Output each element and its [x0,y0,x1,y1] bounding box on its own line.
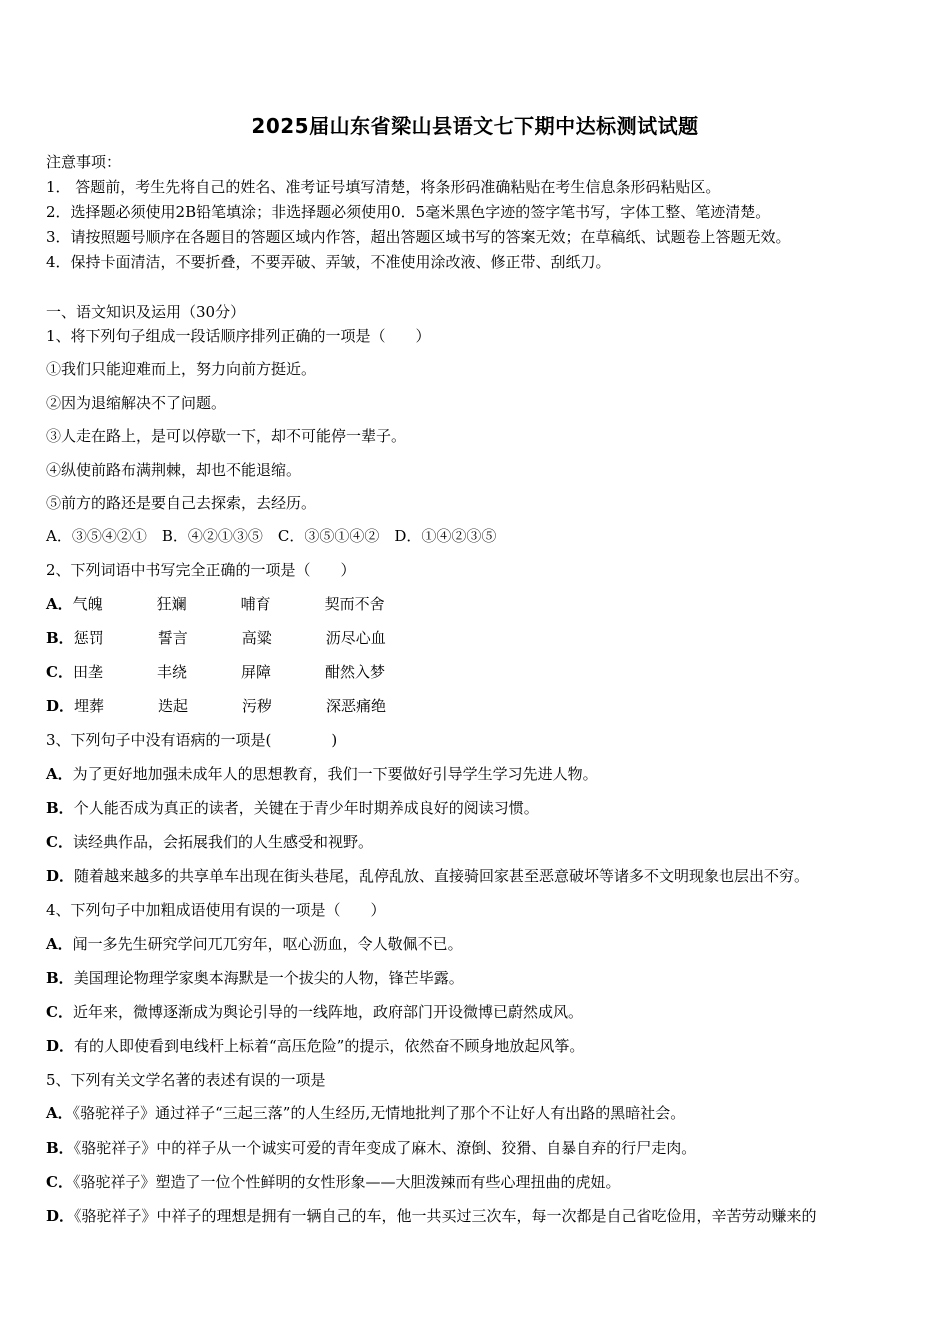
word: 狂斓 [156,595,187,613]
notice-item: 1． 答题前，考生先将自己的姓名、准考证号填写清楚，将条形码准确粘贴在考生信息条形码粘贴区。 [46,178,721,196]
question-stem: 5、下列有关文学名著的表述有误的一项是 [46,1071,326,1089]
section-heading: 一、语文知识及运用（30分） [46,303,246,321]
word: 丰绕 [156,663,187,681]
option-label: B． [46,969,74,987]
word: 埋葬 [74,697,105,715]
question-stem: 1、将下列句子组成一段话顺序排列正确的一项是（ ） [46,327,431,345]
q2-option-row [46,594,385,614]
option-label: A． [46,765,73,783]
option-label: C． [46,663,73,681]
q2-option-row [46,696,386,716]
notice-item: 4．保持卡面清洁，不要折叠，不要弄破、弄皱，不准使用涂改液、修正带、刮纸刀。 [46,253,611,271]
option-text: 闻一多先生研究学问兀兀穷年，呕心沥血，令人敬佩不已。 [72,935,463,953]
option-label: B． [46,799,74,817]
option-text: 《骆驼祥子》塑造了一位个性鲜明的女性形象——大胆泼辣而有些心理扭曲的虎妞。 [72,1173,621,1191]
q5-option [46,1206,817,1226]
option-label: B． [46,1139,74,1157]
notice-heading: 注意事项： [46,153,122,171]
word: 田垄 [72,663,103,681]
question-stem: 2、下列词语中书写完全正确的一项是（ ） [46,561,356,579]
option-label: C． [46,833,73,851]
question-stem: 3、下列句子中没有语病的一项是( ) [46,731,338,749]
notice-item: 2．选择题必须使用2B铅笔填涂；非选择题必须使用0．5毫米黑色字迹的签字笔书写，字体工整、笔迹清楚。 [46,203,771,221]
q5-option [46,1138,696,1158]
word: 迭起 [158,697,189,715]
q1-sentence: ⑤前方的路还是要自己去探索，去经历。 [46,494,317,512]
q5-option [46,1103,685,1123]
q1-sentence: ②因为退缩解决不了问题。 [46,394,227,412]
option-text: 为了更好地加强未成年人的思想教育，我们一下要做好引导学生学习先进人物。 [72,765,598,783]
q1-options: A．③⑤④②① B．④②①③⑤ C．③⑤①④② D．①④②③⑤ [46,527,497,545]
option-text: 美国理论物理学家奥本海默是一个拔尖的人物，锋芒毕露。 [73,969,464,987]
q4-option [46,1036,584,1056]
q4-option [46,968,464,988]
q1-sentence: ①我们只能迎难而上，努力向前方挺近。 [46,360,317,378]
word: 酣然入梦 [324,663,385,681]
notice-item: 3．请按照题号顺序在各题目的答题区域内作答，超出答题区域书写的答案无效；在草稿纸、试题卷上答题无效。 [46,228,791,246]
q3-option [46,832,373,852]
q2-option-row [46,662,385,682]
question-stem: 4、下列句子中加粗成语使用有误的一项是（ ） [46,901,386,919]
word: 污秽 [242,697,273,715]
word: 惩罚 [73,629,104,647]
q3-option [46,764,598,784]
word: 沥尽心血 [325,629,386,647]
q1-sentence: ③人走在路上，是可以停歇一下，却不可能停一辈子。 [46,427,407,445]
option-label: D． [46,1207,75,1225]
option-text: 《骆驼祥子》中祥子的理想是拥有一辆自己的车，他一共买过三次车，每一次都是自己省吃俭用，辛苦劳动赚来的 [74,1207,817,1225]
option-text: 有的人即使看到电线杆上标着“高压危险”的提示，依然奋不顾身地放起风筝。 [74,1037,585,1055]
page-title: 2025届山东省梁山县语文七下期中达标测试试题 [251,114,699,138]
option-label: C． [46,1173,73,1191]
option-label: D． [46,867,75,885]
word: 誓言 [157,629,188,647]
option-label: D． [46,697,75,715]
q4-option [46,934,463,954]
word: 高粱 [241,629,272,647]
option-text: 《骆驼祥子》中的祥子从一个诚实可爱的青年变成了麻木、潦倒、狡猾、自暴自弃的行尸走肉。 [73,1139,697,1157]
word: 气魄 [72,595,103,613]
word: 深恶痛绝 [326,697,387,715]
option-label: A． [46,1104,73,1122]
q2-option-row [46,628,386,648]
option-text: 随着越来越多的共享单车出现在街头巷尾，乱停乱放、直接骑回家甚至恶意破坏等诸多不文明现象也层出不穷。 [74,867,810,885]
option-text: 个人能否成为真正的读者，关键在于青少年时期养成良好的阅读习惯。 [73,799,539,817]
q1-sentence: ④纵使前路布满荆棘，却也不能退缩。 [46,461,302,479]
option-label: D． [46,1037,75,1055]
q3-option [46,866,809,886]
option-text: 《骆驼祥子》通过祥子“三起三落”的人生经历,无情地批判了那个不让好人有出路的黑暗社会。 [72,1104,686,1122]
option-label: A． [46,935,73,953]
word: 契而不舍 [324,595,385,613]
word: 哺育 [240,595,271,613]
option-label: C． [46,1003,73,1021]
option-label: B． [46,629,74,647]
q4-option [46,1002,583,1022]
word: 屏障 [240,663,271,681]
option-label: A． [46,595,73,613]
q5-option [46,1172,620,1192]
option-text: 近年来，微博逐渐成为舆论引导的一线阵地，政府部门开设微博已蔚然成风。 [72,1003,583,1021]
q3-option [46,798,539,818]
option-text: 读经典作品，会拓展我们的人生感受和视野。 [72,833,373,851]
